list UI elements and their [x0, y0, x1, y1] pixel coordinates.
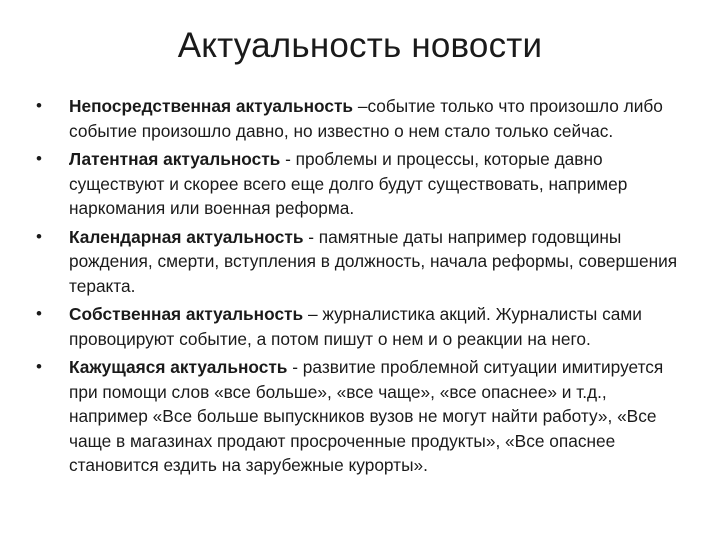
bullet-dot: •: [36, 149, 42, 168]
bullet-term: Кажущаяся актуальность: [69, 357, 288, 377]
bullet-item-immediate: [36, 94, 686, 143]
bullet-text: - проблемы и процессы, которые давно существуют и скорее всего еще долго будут существовать, например наркомания или военная реформа.: [69, 149, 628, 218]
bullet-text: - памятные даты например годовщины рождения, смерти, вступления в должность, начала реформы, совершения теракта.: [69, 226, 678, 296]
bullet-text: –событие только что произошло либо событие произошло давно, но известно о нем стало только сейчас.: [69, 96, 663, 141]
bullet-term: Непосредственная актуальность: [69, 96, 354, 116]
bullet-list: [36, 94, 686, 482]
bullet-dot: •: [36, 304, 42, 323]
bullet-term: Календарная актуальность: [69, 226, 304, 247]
bullet-item-latent: [36, 147, 686, 221]
bullet-term: Латентная актуальность: [69, 149, 281, 169]
bullet-term: Собственная актуальность: [69, 304, 304, 324]
bullet-item-own: [36, 302, 686, 351]
bullet-text: - развитие проблемной ситуации имитируется при помощи слов «все больше», «все чаще», «все опаснее» и т.д., например «Все больше выпускников вузов не могут найти работу», «Все чаще в магазинах продают просроченные продукты», «Все опаснее становится ездить на зарубежные курорты».: [69, 357, 664, 475]
bullet-dot: •: [36, 96, 42, 115]
bullet-dot: •: [36, 357, 42, 376]
slide-title: Актуальность новости: [177, 26, 543, 65]
bullet-item-calendar: [36, 225, 686, 299]
bullet-text: – журналистика акций. Журналисты сами провоцируют событие, а потом пишут о нем и о реакции на него.: [69, 304, 642, 349]
bullet-dot: •: [36, 226, 42, 246]
bullet-item-apparent: [36, 355, 686, 478]
